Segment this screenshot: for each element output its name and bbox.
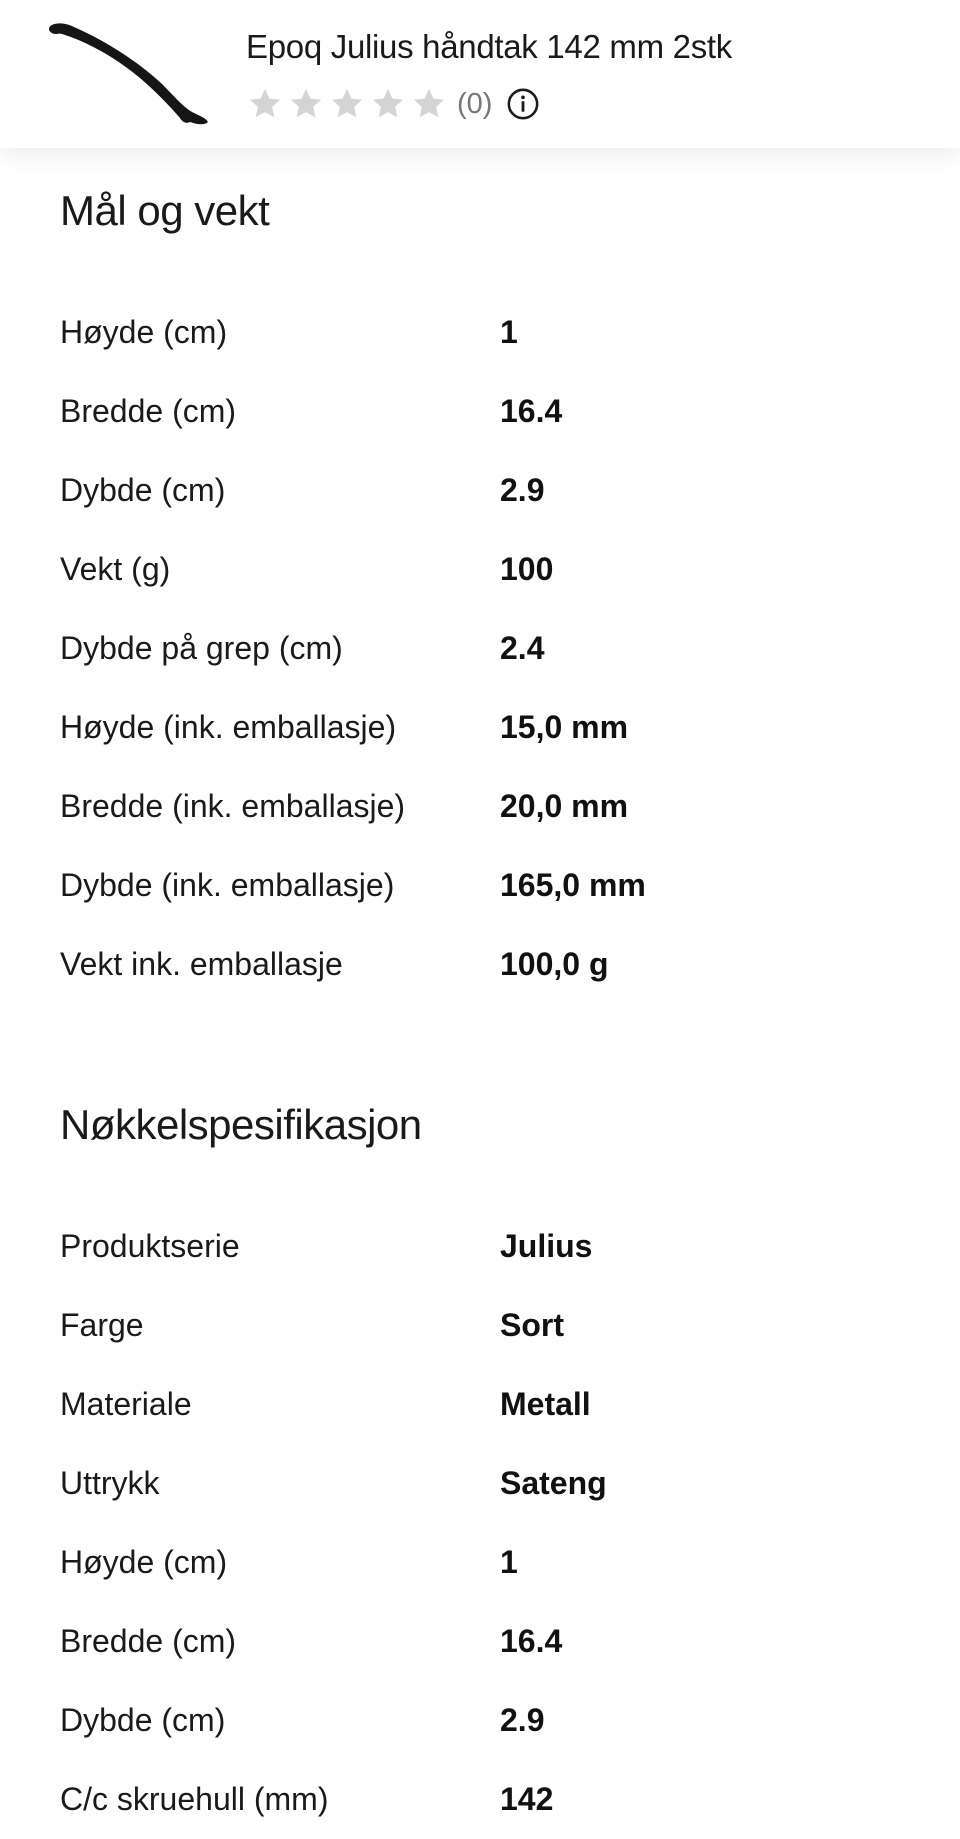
spec-value: 2.4 — [500, 630, 545, 666]
star-icon — [246, 85, 284, 123]
spec-row — [60, 846, 940, 925]
spec-row — [60, 372, 940, 451]
spec-row — [60, 1523, 940, 1602]
spec-label: Materiale — [60, 1386, 192, 1422]
spec-value: 1 — [500, 314, 518, 350]
spec-value: Metall — [500, 1386, 591, 1422]
spec-value: 100 — [500, 551, 554, 587]
spec-row — [60, 1760, 940, 1839]
spec-label: Farge — [60, 1307, 144, 1343]
spec-label: C/c skruehull (mm) — [60, 1781, 329, 1817]
info-icon[interactable] — [506, 87, 540, 121]
spec-table-dimensions — [60, 293, 940, 1004]
star-rating[interactable] — [246, 85, 451, 123]
spec-row — [60, 925, 940, 1004]
spec-value: 1 — [500, 1544, 518, 1580]
spec-value: 16.4 — [500, 393, 563, 429]
star-icon — [287, 85, 325, 123]
spec-value: 2.9 — [500, 1702, 545, 1738]
specification-content — [60, 150, 940, 1839]
spec-row — [60, 1602, 940, 1681]
handle-product-image — [44, 18, 214, 128]
spec-row — [60, 1681, 940, 1760]
spec-row — [60, 451, 940, 530]
spec-label: Produktserie — [60, 1228, 240, 1264]
spec-row — [60, 767, 940, 846]
section-title-dimensions: Mål og vekt — [60, 187, 270, 234]
star-icon — [410, 85, 448, 123]
spec-label: Bredde (cm) — [60, 393, 237, 429]
sticky-product-header — [0, 0, 960, 148]
spec-label: Bredde (cm) — [60, 1623, 237, 1659]
star-icon — [369, 85, 407, 123]
spec-row — [60, 688, 940, 767]
spec-row — [60, 1286, 940, 1365]
spec-label: Høyde (ink. emballasje) — [60, 709, 397, 745]
spec-value: Sort — [500, 1307, 564, 1343]
spec-row — [60, 1444, 940, 1523]
spec-label: Vekt ink. emballasje — [60, 946, 343, 982]
spec-value: 15,0 mm — [500, 709, 629, 745]
spec-row — [60, 1207, 940, 1286]
spec-row — [60, 530, 940, 609]
spec-table-key-specification — [60, 1207, 940, 1839]
spec-label: Vekt (g) — [60, 551, 171, 587]
spec-label: Uttrykk — [60, 1465, 160, 1501]
spec-label: Dybde (ink. emballasje) — [60, 867, 395, 903]
review-count[interactable]: (0) — [457, 87, 493, 120]
spec-row — [60, 609, 940, 688]
spec-label: Høyde (cm) — [60, 314, 228, 350]
spec-label: Dybde (cm) — [60, 472, 226, 508]
spec-value: 16.4 — [500, 1623, 563, 1659]
section-title-key-specification: Nøkkelspesifikasjon — [60, 1101, 422, 1148]
spec-value: 2.9 — [500, 472, 545, 508]
rating-row[interactable] — [246, 84, 540, 124]
spec-row — [60, 1365, 940, 1444]
spec-value: 165,0 mm — [500, 867, 646, 903]
product-title: Epoq Julius håndtak 142 mm 2stk — [246, 28, 732, 65]
spec-value: 20,0 mm — [500, 788, 629, 824]
spec-label: Dybde på grep (cm) — [60, 630, 343, 666]
spec-value: Sateng — [500, 1465, 607, 1501]
spec-label: Dybde (cm) — [60, 1702, 226, 1738]
star-icon — [328, 85, 366, 123]
spec-row — [60, 293, 940, 372]
spec-value: 142 — [500, 1781, 554, 1817]
spec-label: Høyde (cm) — [60, 1544, 228, 1580]
spec-value: Julius — [500, 1228, 593, 1264]
spec-value: 100,0 g — [500, 946, 609, 982]
spec-label: Bredde (ink. emballasje) — [60, 788, 406, 824]
